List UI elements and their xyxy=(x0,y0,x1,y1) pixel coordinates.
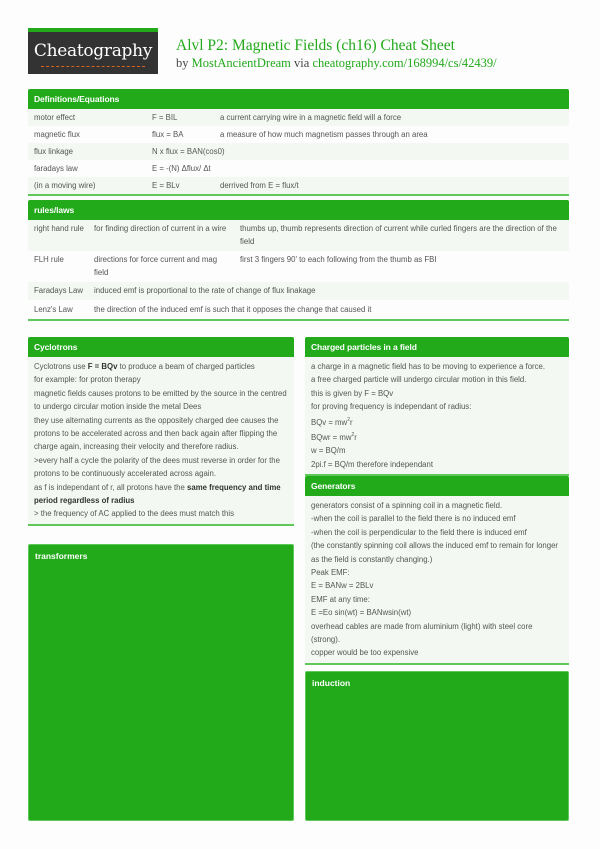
text-line: copper would be too expensive xyxy=(311,648,419,658)
section-title: Generators xyxy=(305,476,569,496)
equation-cell: flux = BA xyxy=(152,130,184,139)
rules-table xyxy=(28,220,569,319)
text-line: for example: for proton therapy xyxy=(34,375,141,385)
text-line: a free charged particle will undergo circular motion in this field. xyxy=(311,375,527,385)
equation-cell: F = BIL xyxy=(146,109,214,126)
term-cell: right hand rule xyxy=(28,220,88,251)
page-title: Alvl P2: Magnetic Fields (ch16) Cheat Sheet xyxy=(176,37,455,54)
term-cell: FLH rule xyxy=(34,255,64,264)
charged-particles-section xyxy=(305,337,569,476)
description-cell: a measure of how much magnetism passes through an area xyxy=(220,130,428,139)
sheet-url-link[interactable]: cheatography.com/168994/cs/42439/ xyxy=(312,56,497,70)
description-cell: derrived from E = flux/t xyxy=(214,177,569,194)
text-line: -when the coil is parallel to the field there is no induced emf xyxy=(311,514,516,524)
emphasis-bold: same frequency and time period regardless of radius xyxy=(34,482,281,506)
term-cell: motor effect xyxy=(28,109,146,126)
term-cell: (in a moving wire) xyxy=(28,177,146,194)
text-line: >every half a cycle the polarity of the dees must reverse in order for the protons to be continuously accelerated across again. xyxy=(34,455,280,479)
text-line: (the constantly spinning coil allows the induced emf to remain for longer as the field is constantly changing.) xyxy=(311,541,559,564)
term-cell: faradays law xyxy=(34,164,78,173)
term-cell: magnetic flux xyxy=(34,130,80,139)
via-label: via xyxy=(294,56,310,70)
logo-underline xyxy=(41,65,145,67)
table-row xyxy=(28,109,569,126)
table-row xyxy=(28,282,569,300)
section-title: Cyclotrons xyxy=(28,337,294,357)
text-line: w = BQ/m xyxy=(311,446,346,456)
definitions-table-wrap xyxy=(28,109,569,196)
charged-particles-body xyxy=(305,357,569,476)
definitions-table xyxy=(28,109,569,194)
section-title: transformers xyxy=(35,551,88,561)
text-line: magnetic fields causes protons to be emitted by the source in the centred to undergo circular motion inside the metal Dees xyxy=(34,388,287,412)
text-line: generators consist of a spinning coil in a magnetic field. xyxy=(311,501,503,510)
induction-section xyxy=(305,671,569,821)
table-row xyxy=(28,300,569,319)
logo-text: Cheatography xyxy=(33,41,153,61)
text-line: BQv = $mw^2r$ xyxy=(311,416,353,427)
table-row xyxy=(28,177,569,194)
table-row xyxy=(28,251,569,282)
title-block xyxy=(176,37,497,71)
transformers-section xyxy=(28,544,294,821)
description-cell: a current carrying wire in a magnetic field will a force xyxy=(214,109,569,126)
text-line: 2pi.f = BQ/m therefore independant xyxy=(311,459,434,469)
text-line: -when the coil is perpendicular to the field there is induced emf xyxy=(311,527,527,537)
term-cell: flux linkage xyxy=(28,143,146,160)
description-cell: first 3 fingers 90' to each following from the thumb as FBI xyxy=(240,255,437,264)
purpose-cell: induced emf is proportional to the rate of change of flux linakage xyxy=(88,282,569,300)
purpose-cell: for finding direction of current in a wire xyxy=(88,220,234,251)
byline xyxy=(176,55,497,71)
section-title: Definitions/Equations xyxy=(28,89,569,109)
section-title: Charged particles in a field xyxy=(305,337,569,357)
section-title: induction xyxy=(312,678,351,688)
purpose-cell: directions for force current and mag field xyxy=(94,255,218,277)
description-cell: thumbs up, thumb represents direction of current while curled fingers are the direction of the field xyxy=(234,220,569,251)
table-row xyxy=(28,220,569,251)
text-line: they use alternating currents as the oppositely charged dee causes the protons to be accelerated across and then back again after flipping the charge again, increasing their velocity and therefore radius. xyxy=(34,415,279,452)
text-line: E = BANw = 2BLv xyxy=(311,581,374,591)
cyclotrons-body xyxy=(28,357,294,526)
table-row xyxy=(28,126,569,143)
text-line: EMF at any time: xyxy=(311,594,370,604)
text-line: > the frequency of AC applied to the dees must match this xyxy=(34,509,235,519)
text-line: as f is independant of r, all protons have the same frequency and time period regardless of radius xyxy=(34,482,281,506)
generators-body xyxy=(305,496,569,665)
text-line: a charge in a magnetic field has to be moving to experience a force. xyxy=(311,362,546,371)
by-label: by xyxy=(176,56,189,70)
table-row xyxy=(28,143,569,160)
rules-table-wrap xyxy=(28,220,569,321)
author-link[interactable]: MostAncientDream xyxy=(191,56,291,70)
cheatography-logo[interactable] xyxy=(28,28,158,74)
formula-bold: F = BQv xyxy=(87,362,118,371)
equation-cell: N x flux = BAN(cos0) xyxy=(146,143,569,160)
equation-cell: E = -(N) Δflux/ Δt xyxy=(152,164,211,173)
term-cell: Faradays Law xyxy=(28,282,88,300)
rules-section xyxy=(28,200,569,321)
text-line: this is given by F = BQv xyxy=(311,388,394,398)
text-line: Cyclotrons use F = BQv to produce a beam of charged particles xyxy=(34,362,255,371)
text-line: E =Eo sin(wt) = BANwsin(wt) xyxy=(311,608,412,618)
table-row xyxy=(28,160,569,177)
text-line: for proving frequency is independant of radius: xyxy=(311,402,472,412)
section-title: rules/laws xyxy=(28,200,569,220)
term-cell: Lenz's Law xyxy=(34,305,73,314)
text-line: Peak EMF: xyxy=(311,568,350,578)
text-line: overhead cables are made from aluminium (light) with steel core (strong). xyxy=(311,621,533,645)
definitions-section xyxy=(28,89,569,196)
text-line: BQwr = $mw^2r$ xyxy=(311,432,357,443)
cyclotrons-section xyxy=(28,337,294,526)
purpose-cell: the direction of the induced emf is such that it opposes the change that caused it xyxy=(94,305,372,314)
generators-section xyxy=(305,476,569,665)
equation-cell: E = BLv xyxy=(146,177,214,194)
